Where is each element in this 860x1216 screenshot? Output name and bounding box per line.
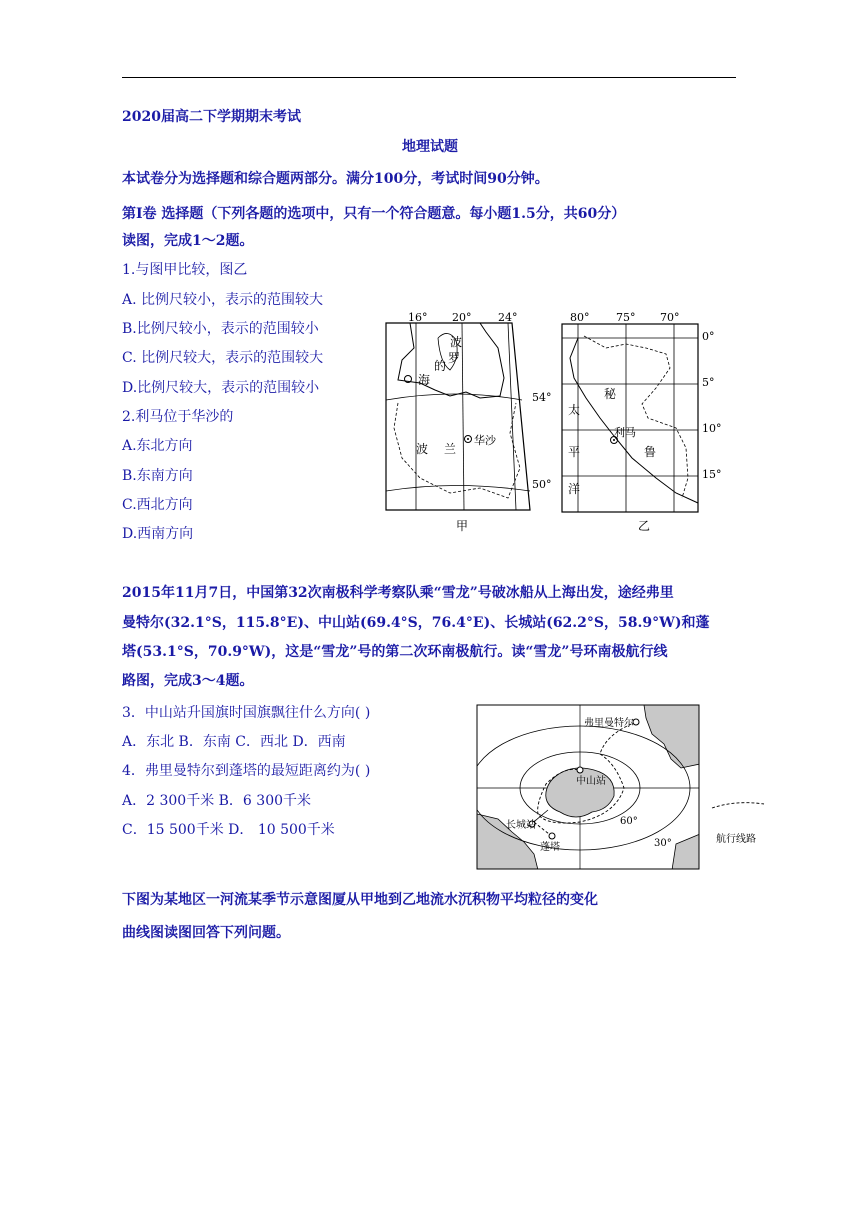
map-yi — [556, 308, 731, 538]
passage3-line2: 曲线图读图回答下列问题。 — [122, 925, 290, 941]
subject-title: 地理试题 — [402, 139, 458, 155]
map-jia-label-bo2: 波 — [416, 442, 429, 456]
section-title: 第Ⅰ卷 选择题（下列各题的选项中，只有一个符合题意。每小题1.5分，共60分） — [122, 206, 626, 222]
q4-options-line1: A．2 300千米 B．6 300千米 — [122, 793, 312, 809]
map-antarctic-label-punta: 蓬塔 — [540, 842, 560, 853]
map-antarctic-label-30: 30° — [654, 838, 672, 849]
map-yi-caption: 乙 — [638, 519, 651, 533]
map-antarctic-label-fremantle: 弗里曼特尔 — [584, 718, 634, 729]
map-jia-label-luo: 罗 — [448, 351, 461, 365]
map-antarctic-route — [476, 704, 768, 872]
q3-stem: 3．中山站升国旗时国旗飘往什么方向( ) — [122, 705, 371, 721]
map-yi-label-ping: 平 — [568, 445, 581, 459]
map-yi-label-lima: 利马 — [614, 426, 636, 439]
q4-options-line2: C．15 500千米 D． 10 500千米 — [122, 822, 335, 838]
passage2-line3: 塔(53.1°S，70.9°W)，这是“雪龙”号的第二次环南极航行。读“雪龙”号环南极航行线 — [122, 644, 668, 660]
map-jia-label-de: 的 — [434, 359, 447, 373]
map-jia-lon-20: 20° — [452, 311, 472, 324]
legend-route-line — [712, 803, 764, 808]
q1-option-c: C. 比例尺较大，表示的范围较大 — [122, 350, 324, 366]
q2-option-b: B.东南方向 — [122, 468, 193, 484]
map-jia — [380, 308, 552, 538]
q3-options: A．东北 B．东南 C．西北 D．西南 — [122, 734, 346, 750]
q1-stem: 1.与图甲比较，图乙 — [122, 262, 248, 278]
map-yi-label-yang: 洋 — [568, 482, 581, 496]
q2-stem: 2.利马位于华沙的 — [122, 409, 234, 425]
map-jia-label-warsaw: 华沙 — [474, 434, 496, 447]
passage2-line4: 路图，完成3～4题。 — [122, 673, 254, 689]
map-jia-lat-54: 54° — [532, 391, 552, 404]
exam-intro: 本试卷分为选择题和综合题两部分。满分100分，考试时间90分钟。 — [122, 171, 549, 187]
map-antarctic-label-changcheng: 长城站 — [506, 820, 536, 831]
q1-option-a: A. 比例尺较小，表示的范围较大 — [122, 292, 324, 308]
map-yi-lon-75: 75° — [616, 311, 636, 324]
q2-option-c: C.西北方向 — [122, 497, 193, 513]
map-yi-lat-10: 10° — [702, 422, 722, 435]
q1-option-d: D.比例尺较大，表示的范围较小 — [122, 380, 320, 396]
map-jia-caption: 甲 — [456, 519, 469, 533]
map-antarctic-label-60: 60° — [620, 816, 638, 827]
map-jia-lon-24: 24° — [498, 311, 518, 324]
exam-title: 2020届高二下学期期末考试 — [122, 109, 301, 125]
q1-option-b: B.比例尺较小，表示的范围较小 — [122, 321, 319, 337]
map-jia-lon-16: 16° — [408, 311, 428, 324]
map-jia-label-hai: 海 — [418, 373, 431, 387]
map-yi-lon-70: 70° — [660, 311, 680, 324]
map-jia-lat-50: 50° — [532, 478, 552, 491]
map-yi-lon-80: 80° — [570, 311, 590, 324]
legend-route-label: 航行线路 — [716, 834, 756, 845]
header-rule — [122, 77, 736, 78]
section-instruction: 读图，完成1～2题。 — [122, 233, 254, 249]
q2-option-d: D.西南方向 — [122, 526, 194, 542]
q4-stem: 4．弗里曼特尔到蓬塔的最短距离约为( ) — [122, 763, 371, 779]
map-yi-label-bi: 秘 — [604, 387, 617, 401]
map-jia-label-bo1: 波 — [450, 335, 463, 349]
map-yi-lat-5: 5° — [702, 376, 715, 389]
map-jia-label-lan: 兰 — [444, 442, 457, 456]
passage2-line2: 曼特尔(32.1°S，115.8°E)、中山站(69.4°S，76.4°E)、长城站(62.2°S，58.9°W)和蓬 — [122, 615, 710, 631]
map-antarctic-label-zhongshan: 中山站 — [576, 776, 606, 787]
passage3-line1: 下图为某地区一河流某季节示意图厦从甲地到乙地流水沉积物平均粒径的变化 — [122, 892, 598, 908]
map-yi-lat-0: 0° — [702, 330, 715, 343]
map-yi-lat-15: 15° — [702, 468, 722, 481]
q2-option-a: A.东北方向 — [122, 438, 193, 454]
passage2-line1: 2015年11月7日，中国第32次南极科学考察队乘“雪龙”号破冰船从上海出发，途经弗里 — [122, 585, 674, 601]
map-yi-label-lu: 鲁 — [644, 445, 657, 459]
map-yi-label-tai: 太 — [568, 403, 581, 417]
